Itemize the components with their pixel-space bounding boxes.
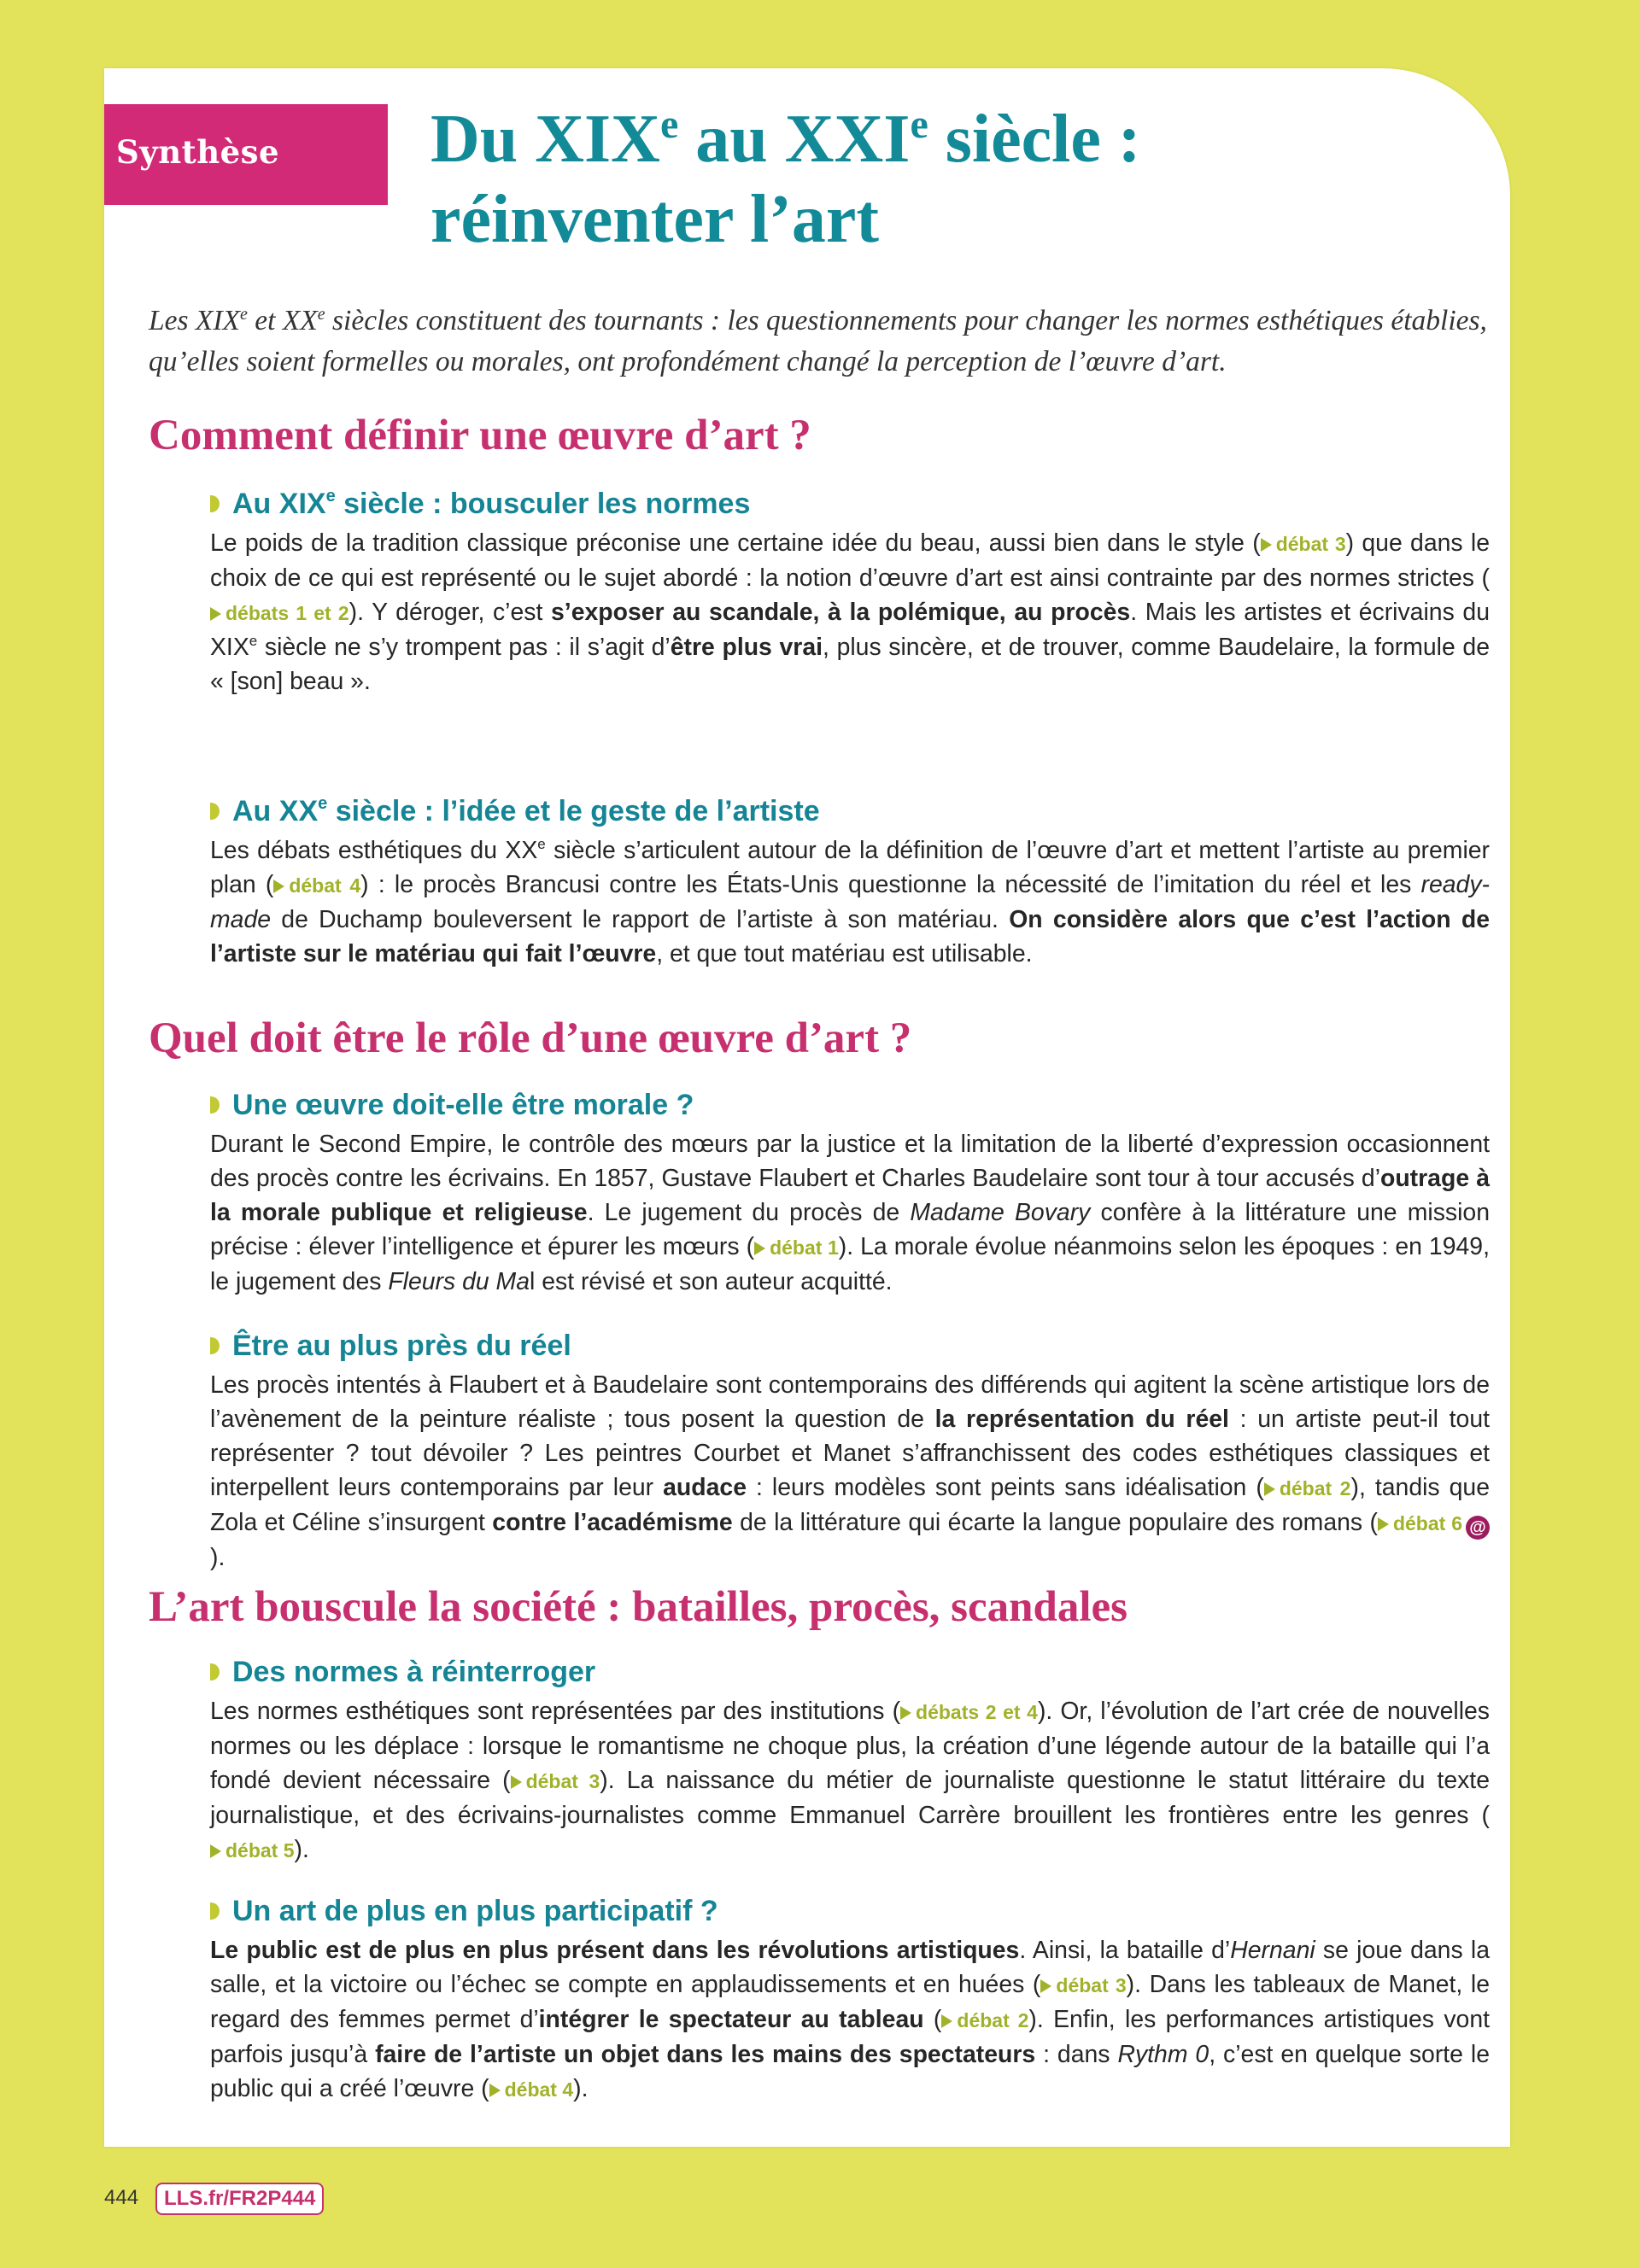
- bullet-icon: [210, 1663, 220, 1681]
- page-number: 444: [104, 2186, 139, 2209]
- debat-link[interactable]: débat 2: [1264, 1477, 1351, 1499]
- part1-section1-text: Le poids de la tradition classique préconise une certaine idée du beau, aussi bien dans le style ( débat 3) que dans le choix de ce qui est représenté ou le sujet abordé : la notion d’œuvre d’art est ainsi contrainte par des normes strictes (débats 1 et 2). Y déroger, c’est s’exposer au scandale, à la polémique, au procès. Mais les artistes et écrivains du XIXe siècle ne s’y trompent pas : il s’agit d’être plus vrai, plus sincère, et de trouver, comme Baudelaire, la formule de « [son] beau ».: [210, 529, 1490, 695]
- play-triangle-icon: [1378, 1517, 1389, 1531]
- page-sheet: [104, 68, 1510, 2147]
- page-title: Du XIXe au XXIe siècle : réinventer l’art: [430, 102, 1141, 257]
- part3-section2-text: Le public est de plus en plus présent dans les révolutions artistiques. Ainsi, la bataille d’Hernani se joue dans la salle, et la victoire ou l’échec se compte en applaudissements et en huées ( débat 3). Dans les tableaux de Manet, le regard des femmes permet d’intégrer le spectateur au tableau ( débat 2). Enfin, les performances artistiques vont parfois jusqu’à faire de l’artiste un objet dans les mains des spectateurs : dans Rythm 0, c’est en quelque sorte le public qui a créé l’œuvre ( débat 4).: [210, 1937, 1491, 2102]
- play-triangle-icon: [1040, 1979, 1051, 1993]
- debat-link[interactable]: débat 2: [941, 2009, 1028, 2031]
- part2-section2-heading: Être au plus près du réel: [210, 1327, 1490, 1365]
- play-triangle-icon: [210, 607, 221, 621]
- bullet-icon: [210, 495, 220, 512]
- part1-section2-text: Les débats esthétiques du XXe siècle s’articulent autour de la définition de l’œuvre d’art et mettent l’artiste au premier plan ( débat 4) : le procès Brancusi contre les États-Unis questionne la nécessité de l’imitation du réel et les ready-made de Duchamp bouleversent le rapport de l’artiste à son matériau. On considère alors que c’est l’action de l’artiste sur le matériau qui fait l’œuvre, et que tout matériau est utilisable.: [210, 836, 1490, 967]
- bullet-icon: [210, 1337, 220, 1354]
- play-triangle-icon: [754, 1242, 765, 1255]
- synthese-label: Synthèse: [116, 133, 280, 171]
- debat-link[interactable]: débats 1 et 2: [210, 602, 349, 624]
- lls-link[interactable]: LLS.fr/FR2P444: [155, 2183, 324, 2215]
- part1-section2: [210, 792, 1490, 971]
- debat-link[interactable]: débat 1: [754, 1236, 839, 1259]
- part3-section2: [210, 1892, 1490, 2107]
- synthese-badge: [104, 104, 388, 205]
- part3-section1: [210, 1653, 1490, 1868]
- debat-link[interactable]: débat 3: [1261, 533, 1346, 555]
- debat-link[interactable]: débat 3: [511, 1770, 600, 1792]
- part2-section1-heading: Une œuvre doit-elle être morale ?: [210, 1086, 1490, 1124]
- play-triangle-icon: [900, 1706, 911, 1720]
- part2-section1-text: Durant le Second Empire, le contrôle des mœurs par la justice et la limitation de la liberté d’expression occasionnent des procès contre les écrivains. En 1857, Gustave Flaubert et Charles Baudelaire sont tour à tour accusés d’outrage à la morale publique et religieuse. Le jugement du procès de Madame Bovary confère à la littérature une mission précise : élever l’intelligence et épurer les mœurs ( débat 1). La morale évolue néanmoins selon les époques : en 1949, le jugement des Fleurs du Mal est révisé et son auteur acquitté.: [210, 1131, 1490, 1295]
- play-triangle-icon: [1264, 1482, 1275, 1496]
- part3-heading: L’art bouscule la société : batailles, procès, scandales: [149, 1583, 1128, 1631]
- play-triangle-icon: [210, 1844, 221, 1858]
- part1-heading: Comment définir une œuvre d’art ?: [149, 412, 811, 459]
- debat-link[interactable]: débat 6: [1378, 1512, 1462, 1534]
- part3-section1-text: Les normes esthétiques sont représentées par des institutions ( débats 2 et 4). Or, l’évolution de l’art crée de nouvelles normes ou les déplace : lorsque le romantisme ne choque plus, la création d’une légende autour de la bataille qui l’a fondé devient nécessaire ( débat 3). La naissance du métier de journaliste questionne le statut littéraire du texte journalistique, et des écrivains-journalistes comme Emmanuel Carrère brouillent les frontières entre les genres (débat 5).: [210, 1698, 1491, 1863]
- play-triangle-icon: [1261, 538, 1272, 552]
- bullet-icon: [210, 1096, 220, 1114]
- bullet-icon: [210, 1903, 220, 1920]
- web-resource-icon[interactable]: @: [1466, 1516, 1490, 1540]
- debat-link[interactable]: débat 5: [210, 1839, 295, 1862]
- play-triangle-icon: [941, 2014, 952, 2028]
- debat-link[interactable]: débat 3: [1040, 1974, 1126, 1996]
- part1-section1: [210, 485, 1490, 699]
- part1-section2-heading: Au XXe siècle : l’idée et le geste de l’artiste: [210, 792, 1490, 830]
- debat-link[interactable]: débat 4: [273, 874, 360, 897]
- part2-section2-text: Les procès intentés à Flaubert et à Baudelaire sont contemporains des différends qui agitent la scène artistique lors de l’avènement de la peinture réaliste ; tous posent la question de la représentation du réel : un artiste peut-il tout représenter ? tout dévoiler ? Les peintres Courbet et Manet s’affranchissent des codes esthétiques classiques et interpellent leurs contemporains par leur audace : leurs modèles sont peints sans idéalisation ( débat 2), tandis que Zola et Céline s’insurgent contre l’académisme de la littérature qui écarte la langue populaire des romans ( débat 6 @).: [210, 1371, 1491, 1571]
- part2-section1: [210, 1086, 1490, 1299]
- part3-section2-heading: Un art de plus en plus participatif ?: [210, 1892, 1490, 1930]
- play-triangle-icon: [273, 880, 284, 893]
- play-triangle-icon: [489, 2084, 501, 2097]
- debat-link[interactable]: débat 4: [489, 2078, 574, 2101]
- play-triangle-icon: [511, 1775, 522, 1789]
- part2-heading: Quel doit être le rôle d’une œuvre d’art ?: [149, 1014, 912, 1062]
- intro-text: Les XIXe et XXe siècles constituent des tournants : les questionnements pour changer les normes esthétiques établies, qu’elles soient formelles ou morales, ont profondément changé la perception de l’œuvre d’art.: [149, 305, 1487, 377]
- part2-section2: [210, 1327, 1490, 1575]
- bullet-icon: [210, 803, 220, 820]
- part3-section1-heading: Des normes à réinterroger: [210, 1653, 1490, 1691]
- debat-link[interactable]: débats 2 et 4: [900, 1701, 1038, 1723]
- part1-section1-heading: Au XIXe siècle : bousculer les normes: [210, 485, 1490, 523]
